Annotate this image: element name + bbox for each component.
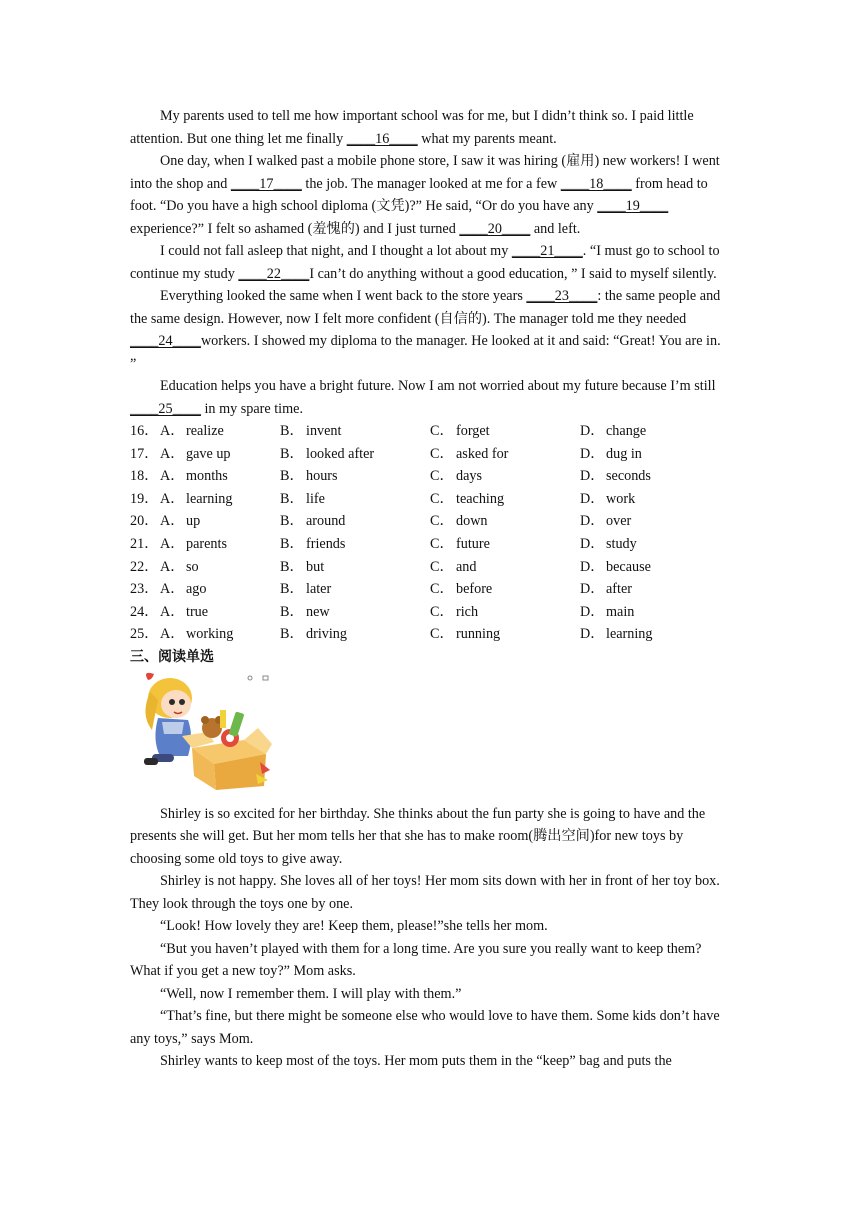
blank-24: ____24____ [130, 333, 201, 349]
question-number: 17． [130, 445, 159, 462]
option-letter: D． [580, 423, 605, 439]
text: : the same people and the same design. However, now I felt more confident (自信的). The manager told me they needed [130, 288, 721, 327]
option-letter: B． [280, 513, 304, 530]
option-letter: A． [160, 558, 185, 575]
option-c [430, 556, 580, 579]
option-b [280, 556, 430, 579]
text: One day, when I walked past a mobile phone store, I saw it was hiring (雇用) new workers! I went into the shop and [130, 153, 720, 192]
option-letter: C． [430, 513, 454, 530]
cloze-paragraph-1 [130, 105, 730, 150]
option-text: new [306, 603, 330, 620]
question-number: 23． [130, 581, 159, 598]
option-letter: A． [160, 535, 185, 552]
option-row [130, 510, 730, 533]
option-letter: A． [160, 603, 185, 620]
option-letter: B． [280, 603, 304, 620]
option-text: hours [306, 468, 338, 485]
option-text: realize [186, 423, 224, 439]
option-row [130, 578, 730, 601]
option-text: friends [306, 535, 346, 552]
option-d [580, 510, 700, 533]
story-paragraph: “But you haven’t played with them for a long time. Are you sure you really want to keep them?What if you get a new toy?” Mom asks. [130, 940, 702, 980]
option-letter: D． [580, 581, 605, 598]
option-text: days [456, 468, 483, 485]
option-text: learning [606, 626, 653, 643]
option-d [580, 601, 700, 624]
options-list [130, 420, 730, 646]
option-text: but [306, 558, 325, 575]
option-text: down [456, 513, 488, 530]
option-b [280, 465, 430, 488]
text: in my spare time. [200, 400, 303, 417]
option-text: future [456, 535, 490, 552]
option-b [280, 533, 430, 556]
option-b [280, 488, 430, 511]
option-letter: C． [430, 490, 454, 507]
story-paragraph: “Look! How lovely they are! Keep them, please!”she tells her mom. [160, 918, 548, 935]
option-d [580, 533, 700, 556]
option-text: forget [456, 423, 490, 439]
option-text: running [456, 626, 501, 643]
text: Education helps you have a bright future. Now I am not worried about my future because I’m still [160, 378, 716, 394]
option-a [160, 623, 280, 646]
question-number: 20． [130, 513, 159, 530]
option-letter: B． [280, 445, 304, 462]
option-letter: C． [430, 558, 454, 575]
option-letter: D． [580, 626, 605, 643]
option-row [130, 443, 730, 466]
option-letter: D． [580, 558, 605, 575]
option-text: months [186, 468, 228, 485]
option-row [130, 533, 730, 556]
option-letter: C． [430, 468, 454, 485]
option-a [160, 601, 280, 624]
text: My parents used to tell me how important school was for me, but I didn’t think so. I paid little attention. But one thing let me finally [130, 108, 694, 147]
text: what my parents meant. [417, 130, 557, 147]
option-text: learning [186, 490, 233, 507]
option-b [280, 443, 430, 466]
cloze-paragraph-5 [130, 375, 730, 420]
option-letter: C． [430, 445, 454, 462]
option-row [130, 601, 730, 624]
option-letter: A． [160, 423, 185, 439]
option-text: rich [456, 603, 479, 620]
option-d [580, 465, 700, 488]
option-b [280, 510, 430, 533]
text: workers. I showed my diploma to the manager. He looked at it and said: “Great! You are in. ” [130, 333, 721, 372]
option-text: looked after [306, 445, 375, 462]
option-d [580, 623, 700, 646]
reading-passage [130, 803, 730, 1073]
option-letter: B． [280, 626, 304, 643]
option-c [430, 488, 580, 511]
question-number: 25． [130, 626, 159, 643]
option-b [280, 578, 430, 601]
blank-23: ____23____ [526, 288, 598, 304]
blank-16: ____16____ [346, 130, 418, 147]
option-text: up [186, 513, 201, 530]
cloze-paragraph-4 [130, 285, 730, 375]
option-letter: D． [580, 490, 605, 507]
option-a [160, 556, 280, 579]
blank-22: ____22____ [238, 265, 310, 282]
option-text: because [606, 558, 651, 575]
cloze-paragraph-3 [130, 240, 730, 285]
option-letter: D． [580, 535, 605, 552]
option-d [580, 578, 700, 601]
option-text: teaching [456, 490, 505, 507]
text: I could not fall asleep that night, and I thought a lot about my [160, 243, 512, 259]
option-d [580, 420, 700, 443]
option-d [580, 443, 700, 466]
text: and left. [530, 220, 581, 237]
option-text: ago [186, 581, 207, 598]
blank-17: ____17____ [230, 175, 302, 192]
option-text: gave up [186, 445, 231, 462]
story-paragraph: Shirley is so excited for her birthday. She thinks about the fun party she is going to have and the presents she will get. But her mom tells her that she has to make room(腾出空间)for new toys by choosing some old toys to give away. [130, 805, 706, 867]
cloze-paragraph-2 [130, 150, 730, 240]
option-row [130, 556, 730, 579]
option-letter: A． [160, 490, 185, 507]
option-row [130, 623, 730, 646]
option-text: so [186, 558, 199, 575]
option-c [430, 510, 580, 533]
blank-19: ____19____ [597, 198, 669, 214]
question-number: 16． [130, 423, 159, 439]
option-letter: C． [430, 535, 454, 552]
option-a [160, 488, 280, 511]
text: I can’t do anything without a good education, ” I said to myself silently. [309, 265, 717, 282]
story-paragraph: “That’s fine, but there might be someone else who would love to have them. Some kids don’t have any toys,” says Mom. [130, 1008, 720, 1047]
option-letter: A． [160, 626, 185, 643]
blank-25: ____25____ [130, 400, 201, 417]
option-c [430, 443, 580, 466]
option-row [130, 465, 730, 488]
option-letter: C． [430, 626, 454, 643]
text: . “I must go to school to continue my study [130, 243, 720, 282]
option-letter: C． [430, 581, 454, 598]
option-d [580, 556, 700, 579]
option-text: change [606, 423, 647, 439]
option-text: driving [306, 626, 347, 643]
option-b [280, 601, 430, 624]
text: from head to foot. “Do you have a high school diploma (文凭)?” He said, “Or do you have any [130, 175, 708, 214]
option-letter: B． [280, 558, 304, 575]
question-number: 24． [130, 603, 159, 620]
option-c [430, 623, 580, 646]
option-text: invent [306, 423, 342, 439]
option-text: dug in [606, 445, 642, 462]
blank-18: ____18____ [560, 175, 632, 192]
option-letter: B． [280, 535, 304, 552]
blank-20: ____20____ [459, 220, 531, 237]
question-number: 22． [130, 558, 159, 575]
option-letter: A． [160, 513, 185, 530]
text: the job. The manager looked at me for a few [301, 175, 561, 192]
option-letter: D． [580, 603, 605, 620]
option-text: asked for [456, 445, 509, 462]
text: Everything looked the same when I went back to the store years [160, 288, 527, 304]
option-letter: C． [430, 603, 454, 620]
option-a [160, 420, 280, 443]
option-text: around [306, 513, 346, 530]
option-c [430, 533, 580, 556]
option-c [430, 465, 580, 488]
option-letter: C． [430, 423, 454, 439]
question-number: 21． [130, 535, 159, 552]
option-text: true [186, 603, 209, 620]
blank-21: ____21____ [511, 243, 583, 259]
option-c [430, 578, 580, 601]
option-text: working [186, 626, 234, 643]
story-paragraph: Shirley wants to keep most of the toys. Her mom puts them in the “keep” bag and puts the [160, 1053, 672, 1070]
option-letter: D． [580, 445, 605, 462]
story-paragraph: “Well, now I remember them. I will play with them.” [160, 985, 462, 1002]
option-text: seconds [606, 468, 651, 485]
option-row [130, 488, 730, 511]
option-letter: B． [280, 468, 304, 485]
option-text: and [456, 558, 477, 575]
option-letter: D． [580, 513, 605, 530]
option-b [280, 420, 430, 443]
question-number: 18． [130, 468, 159, 485]
option-letter: D． [580, 468, 605, 485]
option-text: life [306, 490, 325, 507]
option-a [160, 443, 280, 466]
girl-with-toy-box-illustration [132, 670, 277, 790]
option-c [430, 420, 580, 443]
option-letter: B． [280, 581, 304, 598]
option-a [160, 533, 280, 556]
option-c [430, 601, 580, 624]
story-paragraph: Shirley is not happy. She loves all of her toys! Her mom sits down with her in front of her toy box. They look through the toys one by one. [130, 873, 720, 912]
option-text: parents [186, 535, 227, 552]
section-title: 三、阅读单选 [130, 648, 214, 665]
option-letter: A． [160, 445, 185, 462]
option-letter: B． [280, 423, 304, 439]
option-d [580, 488, 700, 511]
option-text: before [456, 581, 493, 598]
question-number: 19． [130, 490, 159, 507]
option-letter: A． [160, 581, 185, 598]
document-page [130, 105, 730, 1073]
option-a [160, 465, 280, 488]
option-text: study [606, 535, 637, 552]
option-text: over [606, 513, 632, 530]
option-text: work [606, 490, 636, 507]
option-a [160, 510, 280, 533]
option-text: main [606, 603, 635, 620]
option-text: after [606, 581, 632, 598]
option-text: later [306, 581, 332, 598]
option-b [280, 623, 430, 646]
text: experience?” I felt so ashamed (羞愧的) and I just turned [130, 220, 460, 237]
option-letter: B． [280, 490, 304, 507]
option-letter: A． [160, 468, 185, 485]
option-row [130, 420, 730, 443]
option-a [160, 578, 280, 601]
